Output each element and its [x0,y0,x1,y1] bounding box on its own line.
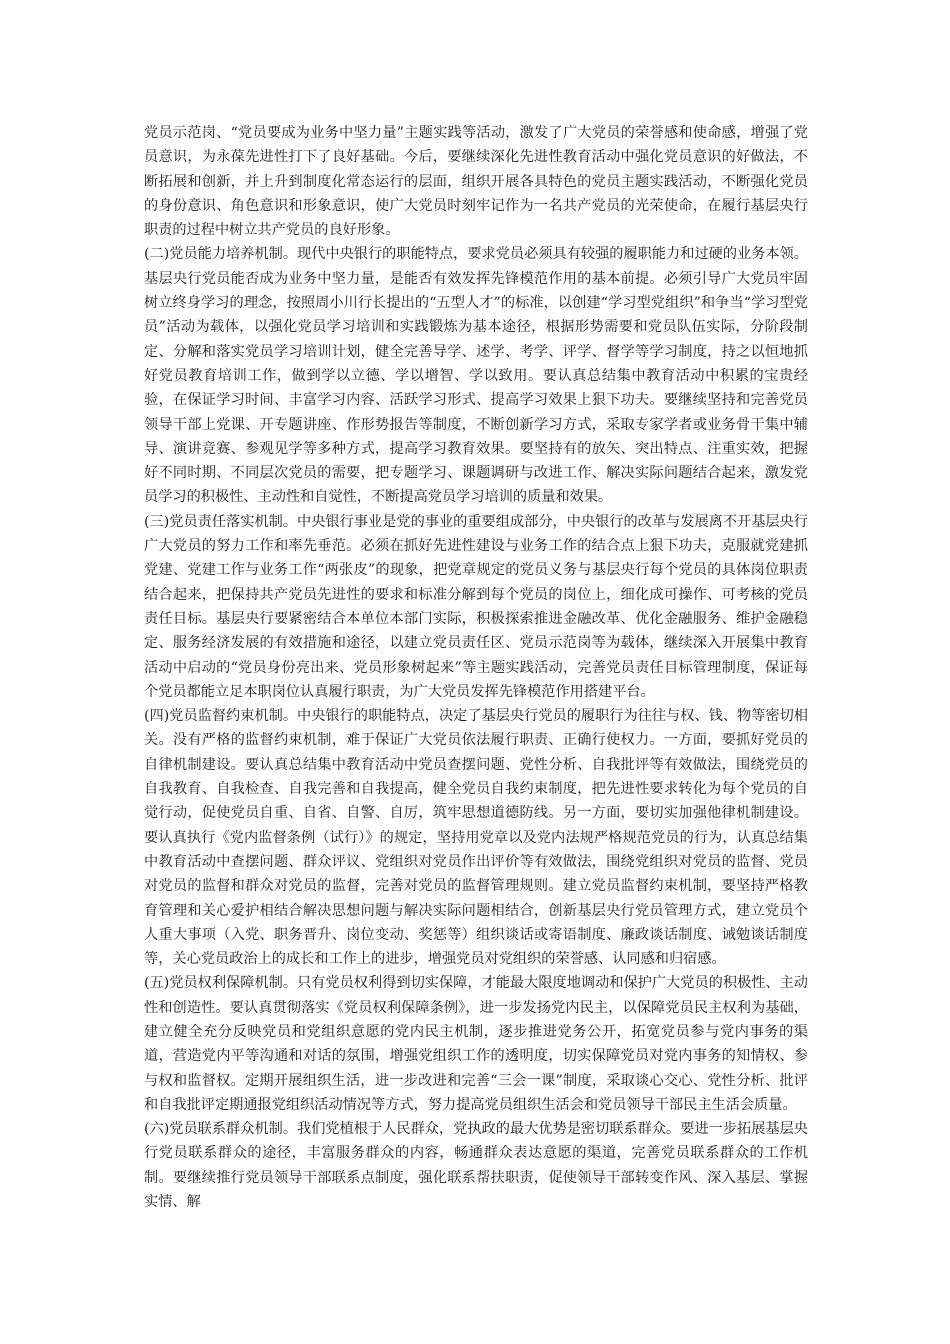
document-body [144,121,808,1214]
paragraph-intro-continued: 党员示范岗、“党员要成为业务中坚力量”主题实践等活动，激发了广大党员的荣誉感和使命感，增强了党员意识，为永葆先进性打下了良好基础。今后，要继续深化先进性教育活动中强化党员意识的好做法，不断拓展和创新，并上升到制度化常态运行的层面，组织开展各具特色的党员主题实践活动，不断强化党员的身份意识、角色意识和形象意识，使广大党员时刻牢记作为一名共产党员的光荣使命，在履行基层央行职责的过程中树立共产党员的良好形象。 [144,125,808,239]
paragraph-responsibility: (三)党员责任落实机制。中央银行事业是党的事业的重要组成部分，中央银行的改革与发展离不开基层央行广大党员的努力工作和率先垂范。必须在抓好先进性建设与业务工作的结合点上狠下功夫，克服就党建抓党建、党建工作与业务工作“两张皮”的现象，把党章规定的党员义务与基层央行每个党员的具体岗位职责结合起来，把保持共产党员先进性的要求和标准分解到每个党员的岗位上，细化成可操作、可考核的党员责任目标。基层央行要紧密结合本单位本部门实际，积极探索推进金融改革、优化金融服务、维护金融稳定、服务经济发展的有效措施和途径，以建立党员责任区、党员示范岗等为载体，继续深入开展集中教育活动中启动的“党员身份亮出来、党员形象树起来”等主题实践活动，完善党员责任目标管理制度，保证每个党员都能立足本职岗位认真履行职责，为广大党员发挥先锋模范作用搭建平台。 [144,513,808,700]
paragraph-ability-training: (二)党员能力培养机制。现代中央银行的职能特点，要求党员必须具有较强的履职能力和过硬的业务本领。基层央行党员能否成为业务中坚力量，是能否有效发挥先锋模范作用的基本前提。必须引导广大党员牢固树立终身学习的理念，按照周小川行长提出的“五型人才”的标准，以创建“学习型党组织”和争当“学习型党员”活动为载体，以强化党员学习培训和实践锻炼为基本途径，根据形势需要和党员队伍实际，分阶段制定、分解和落实党员学习培训计划，健全完善导学、述学、考学、评学、督学等学习制度，持之以恒地抓好党员教育培训工作，做到学以立德、学以增智、学以致用。要认真总结集中教育活动中积累的宝贵经验，在保证学习时间、丰富学习内容、活跃学习形式、提高学习效果上狠下功夫。要继续坚持和完善党员领导干部上党课、开专题讲座、作形势报告等制度，不断创新学习方式，采取专家学者或业务骨干集中辅导、演讲竞赛、参观见学等多种方式，提高学习教育效果。要坚持有的放矢、突出特点、注重实效，把握好不同时期、不同层次党员的需要，把专题学习、课题调研与改进工作、解决实际问题结合起来，激发党员学习的积极性、主动性和自觉性，不断提高党员学习培训的质量和效果。 [144,246,808,506]
paragraph-rights-protection: (五)党员权利保障机制。只有党员权利得到切实保障，才能最大限度地调动和保护广大党员的积极性、主动性和创造性。要认真贯彻落实《党员权利保障条例》，进一步发扬党内民主，以保障党员民主权利为基础，建立健全充分反映党员和党组织意愿的党内民主机制，逐步推进党务公开，拓宽党员参与党内事务的渠道，营造党内平等沟通和对话的氛围，增强党组织工作的透明度，切实保障党员对党内事务的知情权、参与权和监督权。定期开展组织生活，进一步改进和完善“三会一课”制度，采取谈心交心、党性分析、批评和自我批评定期通报党组织活动情况等方式，努力提高党员组织生活会和党员领导干部民主生活会质量。 [144,975,808,1113]
paragraph-mass-contact: (六)党员联系群众机制。我们党植根于人民群众，党执政的最大优势是密切联系群众。要进一步拓展基层央行党员联系群众的途径，丰富服务群众的内容，畅通群众表达意愿的渠道，完善党员联系群众的工作机制。要继续推行党员领导干部联系点制度，强化联系帮扶职责，促使领导干部转变作风、深入基层、掌握实情、解 [144,1121,808,1211]
paragraph-supervision: (四)党员监督约束机制。中央银行的职能特点，决定了基层央行党员的履职行为往往与权、钱、物等密切相关。没有严格的监督约束机制，难于保证广大党员依法履行职责、正确行使权力。一方面，要抓好党员的自律机制建设。要认真总结集中教育活动中党员查摆问题、党性分析、自我批评等有效做法，围绕党员的自我教育、自我检查、自我完善和自我提高，健全党员自我约束制度，把先进性要求转化为每个党员的自觉行动，促使党员自重、自省、自警、自厉，筑牢思想道德防线。另一方面，要切实加强他律机制建设。要认真执行《党内监督条例（试行）》的规定，坚持用党章以及党内法规严格规范党员的行为，认真总结集中教育活动中查摆问题、群众评议、党组织对党员作出评价等有效做法，围绕党组织对党员的监督、党员对党员的监督和群众对党员的监督，完善对党员的监督管理规则。建立党员监督约束机制，要坚持严格教育管理和关心爱护相结合解决思想问题与解决实际问题相结合，创新基层央行党员管理方式，建立党员个人重大事项（入党、职务晋升、岗位变动、奖惩等）组织谈话或寄语制度、廉政谈话制度、诫勉谈话制度等，关心党员政治上的成长和工作上的进步，增强党员对党组织的荣誉感、认同感和归宿感。 [144,708,808,968]
